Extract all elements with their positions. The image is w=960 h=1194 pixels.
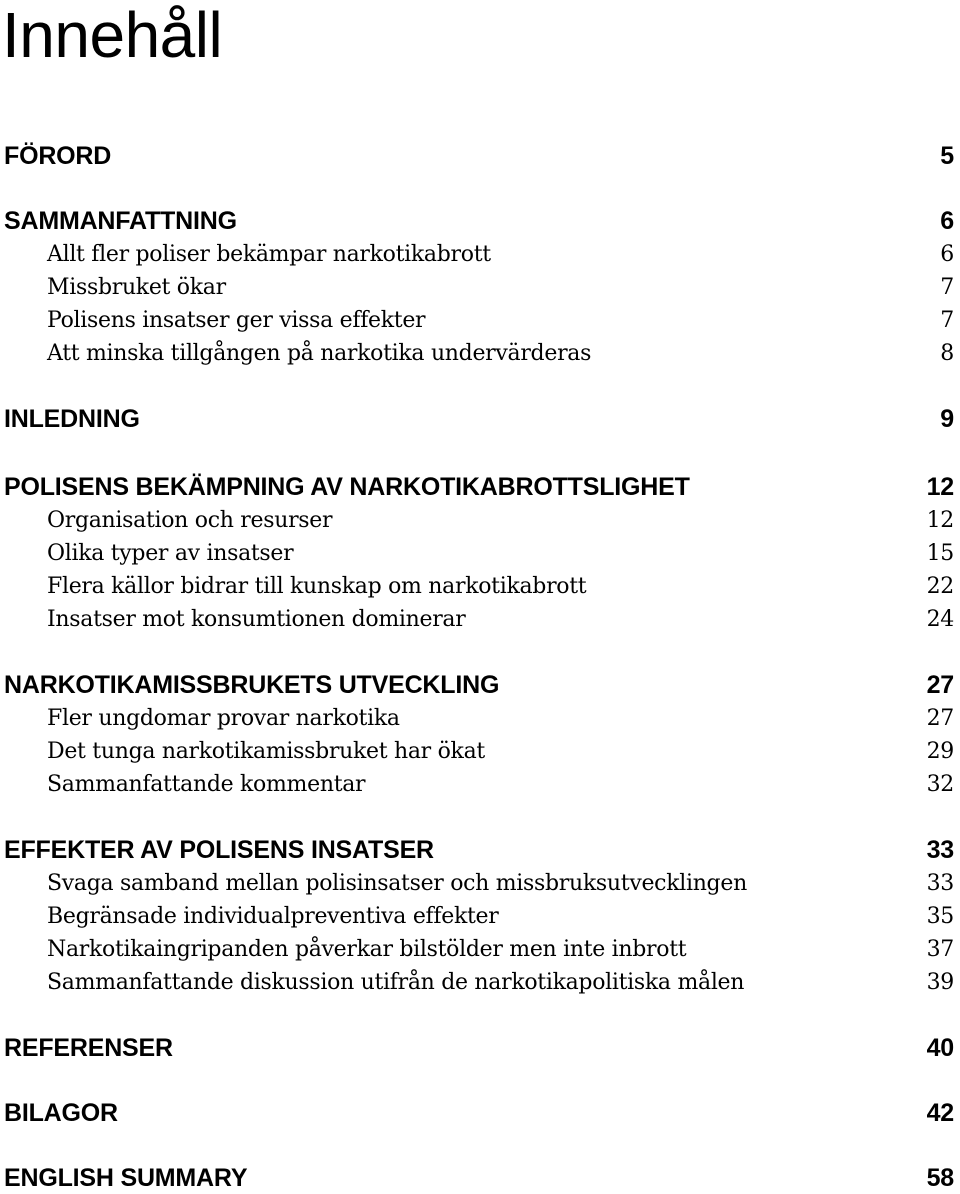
toc-section-row[interactable] — [0, 273, 954, 303]
toc-page-number: 42 — [926, 1099, 954, 1127]
toc-section-row[interactable] — [0, 704, 954, 734]
toc-page-number: 12 — [926, 473, 954, 501]
toc-page-number: 22 — [926, 574, 954, 599]
toc-section-row[interactable] — [0, 605, 954, 635]
toc-entry-label: POLISENS BEKÄMPNING AV NARKOTIKABROTTSLIGHET — [4, 473, 690, 501]
toc-section-row[interactable] — [0, 572, 954, 602]
toc-page-number: 5 — [940, 142, 954, 170]
toc-page-number: 35 — [926, 904, 954, 929]
toc-section-row[interactable] — [0, 770, 954, 800]
toc-entry-label: BILAGOR — [4, 1099, 118, 1127]
toc-entry-label: NARKOTIKAMISSBRUKETS UTVECKLING — [4, 671, 500, 699]
toc-chapter-row[interactable] — [0, 1098, 954, 1128]
toc-entry-label: Begränsade individualpreventiva effekter — [47, 904, 499, 929]
toc-entry-label: SAMMANFATTNING — [4, 207, 237, 235]
toc-page-number: 37 — [926, 937, 954, 962]
toc-chapter-row[interactable] — [0, 835, 954, 865]
toc-page-number: 39 — [926, 970, 954, 995]
toc-section-row[interactable] — [0, 506, 954, 536]
toc-entry-label: Allt fler poliser bekämpar narkotikabrott — [47, 242, 491, 267]
toc-chapter-row[interactable] — [0, 670, 954, 700]
toc-page-number: 33 — [926, 871, 954, 896]
toc-page-number: 15 — [926, 541, 954, 566]
toc-entry-label: Organisation och resurser — [47, 508, 333, 533]
toc-page-number: 24 — [926, 607, 954, 632]
toc-chapter-row[interactable] — [0, 141, 954, 171]
toc-entry-label: Flera källor bidrar till kunskap om narkotikabrott — [47, 574, 587, 599]
toc-entry-label: INLEDNING — [4, 405, 140, 433]
toc-entry-label: Olika typer av insatser — [47, 541, 294, 566]
toc-entry-label: ENGLISH SUMMARY — [4, 1164, 248, 1192]
toc-page-number: 7 — [940, 275, 954, 300]
toc-chapter-row[interactable] — [0, 206, 954, 236]
toc-entry-label: Svaga samband mellan polisinsatser och missbruksutvecklingen — [47, 871, 747, 896]
toc-page-number: 8 — [940, 341, 954, 366]
toc-page-number: 7 — [940, 308, 954, 333]
toc-entry-label: FÖRORD — [4, 142, 112, 170]
toc-page-number: 27 — [926, 671, 954, 699]
toc-section-row[interactable] — [0, 902, 954, 932]
toc-section-row[interactable] — [0, 539, 954, 569]
toc-page-number: 27 — [926, 706, 954, 731]
toc-page-number: 33 — [926, 836, 954, 864]
toc-section-row[interactable] — [0, 869, 954, 899]
toc-section-row[interactable] — [0, 240, 954, 270]
toc-section-row[interactable] — [0, 935, 954, 965]
toc-page-number: 6 — [940, 242, 954, 267]
toc-page-number: 29 — [926, 739, 954, 764]
toc-entry-label: Insatser mot konsumtionen dominerar — [47, 607, 466, 632]
toc-page-number: 12 — [926, 508, 954, 533]
toc-entry-label: Missbruket ökar — [47, 275, 226, 300]
toc-page-number: 32 — [926, 772, 954, 797]
toc-page-number: 58 — [926, 1164, 954, 1192]
toc-entry-label: Polisens insatser ger vissa effekter — [47, 308, 426, 333]
toc-section-row[interactable] — [0, 339, 954, 369]
page-title: Innehåll — [2, 0, 223, 71]
toc-page-number: 40 — [926, 1034, 954, 1062]
toc-entry-label: Sammanfattande diskussion utifrån de narkotikapolitiska målen — [47, 970, 745, 995]
toc-entry-label: EFFEKTER AV POLISENS INSATSER — [4, 836, 434, 864]
toc-entry-label: Att minska tillgången på narkotika undervärderas — [47, 341, 592, 366]
toc-chapter-row[interactable] — [0, 1033, 954, 1063]
toc-entry-label: Fler ungdomar provar narkotika — [47, 706, 400, 731]
toc-entry-label: Sammanfattande kommentar — [47, 772, 366, 797]
toc-chapter-row[interactable] — [0, 1163, 954, 1193]
toc-section-row[interactable] — [0, 306, 954, 336]
toc-page-number: 9 — [940, 405, 954, 433]
toc-entry-label: REFERENSER — [4, 1034, 173, 1062]
toc-entry-label: Det tunga narkotikamissbruket har ökat — [47, 739, 485, 764]
toc-section-row[interactable] — [0, 737, 954, 767]
toc-entry-label: Narkotikaingripanden påverkar bilstölder men inte inbrott — [47, 937, 687, 962]
toc-chapter-row[interactable] — [0, 472, 954, 502]
toc-section-row[interactable] — [0, 968, 954, 998]
toc-page-number: 6 — [940, 207, 954, 235]
toc-chapter-row[interactable] — [0, 404, 954, 434]
